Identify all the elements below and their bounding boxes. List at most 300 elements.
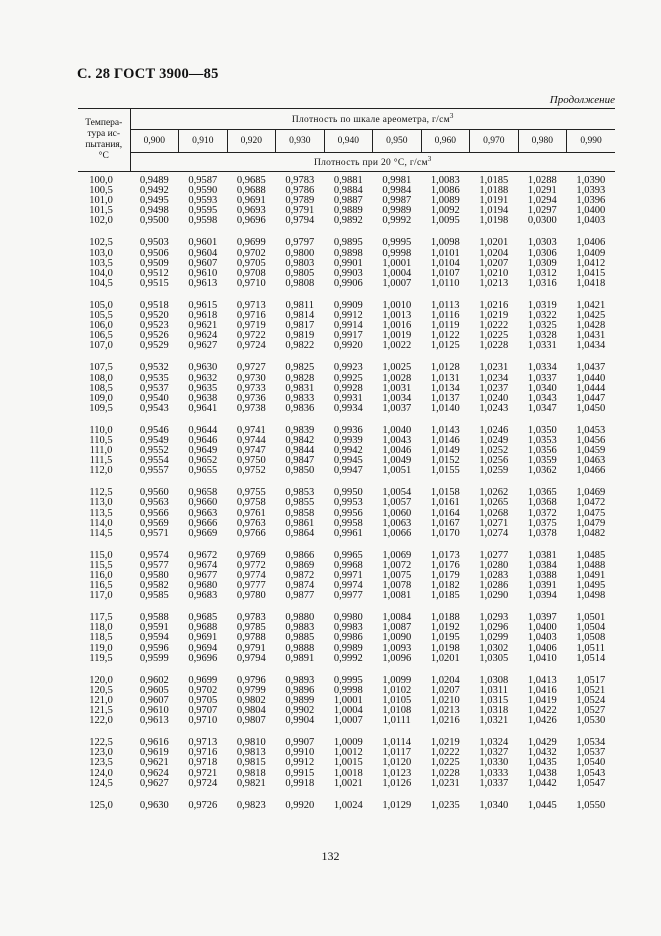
density-cell: 0,9971 [333, 570, 363, 581]
density-cell: 0,9939 [333, 434, 363, 446]
density-cell: 1,0120 [382, 757, 412, 769]
density-cell: 1,0491 [576, 570, 606, 581]
temperature-cell: 108,5 [89, 382, 113, 394]
density-cell: 0,9569 [139, 517, 169, 529]
density-cell: 1,0303 [527, 237, 557, 249]
density-cell: 0,9907 [285, 737, 315, 749]
density-cell: 1,0262 [479, 487, 509, 499]
density-column-header: 0,930 [276, 130, 325, 153]
density-cell: 1,0280 [479, 559, 509, 571]
density-cell: 1,0456 [576, 434, 606, 446]
density-cell: 1,0134 [430, 382, 460, 394]
density-cell: 0,9931 [333, 392, 363, 404]
density-cell: 1,0403 [576, 215, 606, 227]
temperature-cell: 112,5 [89, 487, 113, 499]
density-cell: 0,9915 [285, 767, 315, 779]
density-cell: 0,9893 [285, 674, 315, 686]
density-cell: 0,9718 [188, 757, 218, 769]
density-cell: 1,0024 [333, 799, 363, 811]
density-cell: 0,9713 [236, 299, 266, 311]
density-cell: 1,0155 [430, 465, 460, 477]
density-cell: 1,0101 [430, 247, 460, 259]
density-cell: 1,0207 [430, 684, 460, 696]
density-cell: 1,0122 [430, 330, 460, 342]
density-cell: 1,0086 [430, 185, 460, 197]
density-cell: 0,9582 [139, 580, 169, 592]
density-cell: 0,9813 [236, 747, 266, 759]
temperature-cell: 123,0 [89, 747, 113, 759]
density-cell: 0,9543 [139, 402, 169, 414]
density-cell: 1,0316 [527, 277, 557, 289]
table-row [78, 716, 615, 726]
density-cell: 1,0192 [430, 622, 460, 634]
density-cell: 1,0075 [382, 570, 412, 581]
density-cell: 0,9788 [236, 632, 266, 644]
density-cell: 1,0078 [382, 580, 412, 592]
density-cell: 0,9815 [236, 757, 266, 769]
density-cell: 1,0450 [576, 402, 606, 414]
density-cell: 1,0322 [527, 310, 557, 322]
temperature-cell: 115,5 [89, 559, 113, 571]
density-cell: 1,0388 [527, 570, 557, 581]
density-cell: 0,9928 [333, 382, 363, 394]
density-cell: 0,9621 [139, 757, 169, 769]
density-cell: 0,9772 [236, 559, 266, 571]
density-cell: 1,0265 [479, 497, 509, 509]
density-cell: 1,0225 [479, 330, 509, 342]
density-cell: 0,9719 [236, 320, 266, 332]
density-cell: 0,9705 [236, 257, 266, 269]
density-cell: 1,0107 [430, 267, 460, 279]
group-spacer [78, 789, 615, 801]
density-cell: 0,9986 [333, 632, 363, 644]
spacer-cell [78, 789, 615, 801]
density-cell: 1,0488 [576, 559, 606, 571]
density-cell: 0,9796 [236, 674, 266, 686]
density-cell: 0,9920 [285, 799, 315, 811]
table-row [78, 341, 615, 351]
density-cell: 1,0413 [527, 674, 557, 686]
density-cell: 0,9691 [236, 195, 266, 207]
density-cell: 0,9721 [188, 767, 218, 779]
temperature-cell: 104,0 [89, 267, 113, 279]
density-cell: 1,0365 [527, 487, 557, 499]
density-cell: 1,0021 [333, 777, 363, 789]
density-cell: 1,0201 [479, 237, 509, 249]
density-cell: 1,0434 [576, 340, 606, 352]
density-cell: 1,0013 [382, 310, 412, 322]
temperature-cell: 120,5 [89, 684, 113, 696]
table-row [78, 172, 615, 187]
density-cell: 1,0231 [479, 362, 509, 374]
density-cell: 1,0063 [382, 517, 412, 529]
density-cell: 1,0400 [527, 622, 557, 634]
density-cell: 0,9624 [139, 767, 169, 779]
density-cell: 1,0009 [333, 737, 363, 749]
density-cell: 1,0268 [479, 507, 509, 519]
density-cell: 1,0391 [527, 580, 557, 592]
density-cell: 1,0384 [527, 559, 557, 571]
density-cell: 0,9766 [236, 527, 266, 539]
density-column-header: 0,920 [227, 130, 276, 153]
density-cell: 1,0213 [479, 277, 509, 289]
density-cell: 0,9895 [333, 237, 363, 249]
density-cell: 0,9842 [285, 434, 315, 446]
density-cell: 0,9945 [333, 455, 363, 467]
density-cell: 1,0057 [382, 497, 412, 509]
density-cell: 0,9998 [382, 247, 412, 259]
temperature-cell: 110,5 [89, 434, 113, 446]
density-cell: 0,9699 [188, 674, 218, 686]
density-cell: 0,9817 [285, 320, 315, 332]
density-cell: 1,0095 [430, 215, 460, 227]
density-cell: 1,0438 [527, 767, 557, 779]
density-cell: 0,9660 [188, 497, 218, 509]
density-cell: 1,0123 [382, 767, 412, 779]
density-cell: 0,9702 [188, 684, 218, 696]
density-cell: 1,0328 [527, 330, 557, 342]
density-column-header: 0,900 [130, 130, 179, 153]
density-cell: 1,0415 [576, 267, 606, 279]
density-cell: 0,9783 [285, 175, 315, 186]
density-cell: 0,9512 [139, 267, 169, 279]
density-cell: 1,0001 [382, 257, 412, 269]
density-cell: 0,9607 [188, 257, 218, 269]
density-cell: 1,0305 [479, 652, 509, 664]
continued-label: Продолжение [549, 94, 615, 106]
density-cell: 1,0412 [576, 257, 606, 269]
density-cell: 1,0146 [430, 434, 460, 446]
spacer-cell [78, 539, 615, 551]
density-cell: 1,0149 [430, 445, 460, 457]
density-cell: 0,9821 [236, 777, 266, 789]
density-cell: 0,9903 [333, 267, 363, 279]
density-cell: 0,9585 [139, 590, 169, 602]
temperature-cell: 113,5 [89, 507, 113, 519]
density-cell: 1,0333 [479, 767, 509, 779]
density-cell: 1,0397 [527, 612, 557, 624]
temperature-cell: 103,0 [89, 247, 113, 259]
density-cell: 1,0018 [333, 767, 363, 779]
density-cell: 0,9699 [236, 237, 266, 249]
density-cell: 0,9610 [188, 267, 218, 279]
density-cell: 0,9920 [333, 340, 363, 352]
temperature-cell: 110,0 [89, 424, 113, 436]
density-cell: 0,9596 [139, 642, 169, 654]
density-cell: 0,9601 [188, 237, 218, 249]
density-cell: 1,0521 [576, 684, 606, 696]
density-cell: 0,9736 [236, 392, 266, 404]
density-cell: 0,9580 [139, 570, 169, 581]
table-row [78, 779, 615, 789]
density-cell: 0,9909 [333, 299, 363, 311]
density-cell: 0,9807 [236, 715, 266, 727]
density-cell: 0,9810 [236, 737, 266, 749]
temperature-cell: 118,5 [89, 632, 113, 644]
density-cell: 0,9814 [285, 310, 315, 322]
density-cell: 0,9850 [285, 465, 315, 477]
density-cell: 1,0299 [479, 632, 509, 644]
density-cell: 1,0362 [527, 465, 557, 477]
density-column-header: 0,980 [518, 130, 567, 153]
density-cell: 0,9989 [382, 205, 412, 217]
density-cell: 1,0428 [576, 320, 606, 332]
density-cell: 0,9917 [333, 330, 363, 342]
density-cell: 1,0210 [479, 267, 509, 279]
table-row [78, 279, 615, 289]
density-cell: 0,9901 [333, 257, 363, 269]
density-cell: 0,9644 [188, 424, 218, 436]
density-cell: 1,0125 [430, 340, 460, 352]
density-cell: 1,0343 [527, 392, 557, 404]
density-cell: 0,9649 [188, 445, 218, 457]
density-cell: 1,0469 [576, 487, 606, 499]
density-cell: 0,9590 [188, 185, 218, 197]
density-cell: 0,9805 [285, 267, 315, 279]
density-cell: 1,0201 [430, 652, 460, 664]
density-cell: 1,0119 [431, 320, 460, 332]
density-cell: 0,9984 [382, 185, 412, 197]
density-cell: 0,9613 [139, 715, 169, 727]
temperature-cell: 102,0 [89, 215, 113, 227]
density-column-header: 0,970 [470, 130, 519, 153]
density-cell: 0,9785 [236, 622, 266, 634]
density-cell: 1,0372 [527, 507, 557, 519]
density-cell: 1,0475 [576, 507, 606, 519]
density-cell: 1,0419 [527, 694, 557, 706]
density-cell: 1,0283 [479, 570, 509, 581]
density-cell: 1,0007 [333, 715, 363, 727]
density-cell: 0,9847 [285, 455, 315, 467]
density-cell: 0,9532 [139, 362, 169, 374]
density-cell: 1,0185 [430, 590, 460, 602]
density-cell: 0,9605 [139, 684, 169, 696]
density-cell: 0,9874 [285, 580, 315, 592]
density-cell: 0,9950 [333, 487, 363, 499]
density-cell: 0,9808 [285, 277, 315, 289]
density-cell: 1,0432 [527, 747, 557, 759]
density-cell: 0,9680 [188, 580, 218, 592]
density-cell: 0,9563 [139, 497, 169, 509]
density-cell: 0,9658 [188, 487, 218, 499]
density-cell: 1,0143 [430, 424, 460, 436]
density-cell: 1,0479 [576, 517, 606, 529]
density-cell: 1,0249 [479, 434, 509, 446]
density-cell: 0,9992 [382, 215, 412, 227]
density-cell: 1,0396 [576, 195, 606, 207]
density-cell: 1,0308 [479, 674, 509, 686]
density-cell: 0,9518 [139, 299, 169, 311]
density-cell: 0,9710 [188, 715, 218, 727]
density-cell: 0,9566 [139, 507, 169, 519]
density-cell: 0,9800 [285, 247, 315, 259]
density-column-header: 0,960 [421, 130, 470, 153]
density-cell: 0,9887 [333, 195, 363, 207]
density-cell: 1,0128 [430, 362, 460, 374]
density-cell: 0,9632 [188, 372, 218, 384]
density-cell: 0,9825 [285, 362, 315, 374]
density-cell: 1,0105 [382, 694, 412, 706]
density-cell: 0,9923 [333, 362, 363, 374]
density-cell: 1,0179 [430, 570, 460, 581]
density-cell: 1,0182 [430, 580, 460, 592]
density-cell: 0,9956 [333, 507, 363, 519]
density-cell: 1,0028 [382, 372, 412, 384]
density-cell: 0,9495 [139, 195, 169, 207]
density-cell: 1,0225 [430, 757, 460, 769]
temperature-cell: 113,0 [89, 497, 113, 509]
density-cell: 0,9904 [285, 715, 315, 727]
density-cell: 0,9899 [285, 694, 315, 706]
density-cell: 0,9621 [188, 320, 218, 332]
density-cell: 0,9791 [285, 205, 315, 217]
density-cell: 0,9804 [236, 705, 266, 717]
temperature-cell: 107,5 [89, 362, 113, 374]
density-cell: 0,9641 [188, 402, 218, 414]
density-cell: 0,9710 [236, 277, 266, 289]
density-cell: 0,9828 [285, 372, 315, 384]
density-cell: 1,0442 [527, 777, 557, 789]
density-cell: 0,9627 [188, 340, 218, 352]
density-cell: 0,9995 [382, 237, 412, 249]
density-cell: 0,9992 [333, 652, 363, 664]
density-cell: 1,0274 [479, 527, 509, 539]
density-cell: 1,0511 [576, 642, 606, 654]
density-cell: 0,9616 [139, 737, 169, 749]
temperature-cell: 101,0 [89, 195, 113, 207]
density-cell: 1,0453 [576, 424, 606, 436]
density-cell: 0,9791 [236, 642, 266, 654]
density-cell: 0,9833 [285, 392, 315, 404]
density-cell: 0,0300 [527, 215, 557, 227]
density-cell: 1,0022 [382, 340, 412, 352]
density-cell: 0,9987 [382, 195, 412, 207]
density-cell: 1,0444 [576, 382, 606, 394]
density-cell: 1,0410 [527, 652, 557, 664]
density-cell: 0,9694 [188, 642, 218, 654]
density-cell: 1,0110 [431, 277, 460, 289]
density-cell: 0,9914 [333, 320, 363, 332]
density-cell: 0,9989 [333, 642, 363, 654]
temperature-cell: 107,0 [89, 340, 113, 352]
temperature-cell: 104,5 [89, 277, 113, 289]
density-cell: 1,0421 [576, 299, 606, 311]
density-cell: 1,0010 [382, 299, 412, 311]
temperature-cell: 117,0 [89, 590, 113, 602]
density-cell: 1,0495 [576, 580, 606, 592]
density-cell: 1,0277 [479, 549, 509, 561]
density-cell: 1,0176 [430, 559, 460, 571]
density-cell: 1,0019 [382, 330, 412, 342]
temperature-cell: 109,0 [89, 392, 113, 404]
density-cell: 0,9537 [139, 382, 169, 394]
density-cell: 1,0290 [479, 590, 509, 602]
density-cell: 0,9557 [139, 465, 169, 477]
density-cell: 0,9891 [285, 652, 315, 664]
density-cell: 1,0072 [382, 559, 412, 571]
density-cell: 1,0508 [576, 632, 606, 644]
density-cell: 0,9741 [236, 424, 266, 436]
density-cell: 0,9958 [333, 517, 363, 529]
density-cell: 1,0337 [479, 777, 509, 789]
density-cell: 1,0054 [382, 487, 412, 499]
temperature-header: Темпера-тура ис-пытания, °С [78, 109, 130, 172]
density-cell: 1,0540 [576, 757, 606, 769]
density-cell: 1,0173 [430, 549, 460, 561]
density-cell: 0,9888 [285, 642, 315, 654]
density-cell: 1,0359 [527, 455, 557, 467]
density-cell: 0,9624 [188, 330, 218, 342]
density-cell: 0,9822 [285, 340, 315, 352]
density-cell: 1,0429 [527, 737, 557, 749]
density-cell: 1,0188 [479, 185, 509, 197]
density-cell: 0,9520 [139, 310, 169, 322]
density-cell: 0,9961 [333, 527, 363, 539]
density-column-header: 0,950 [373, 130, 422, 153]
density-cell: 1,0104 [430, 257, 460, 269]
density-cell: 0,9691 [188, 632, 218, 644]
table-row [78, 758, 615, 768]
density-cell: 0,9802 [236, 694, 266, 706]
density-cell: 0,9884 [333, 185, 363, 197]
density-cell: 1,0537 [576, 747, 606, 759]
density-cell: 0,9747 [236, 445, 266, 457]
table-row [78, 529, 615, 539]
density-cell: 1,0004 [333, 705, 363, 717]
density-cell: 0,9646 [188, 434, 218, 446]
density-cell: 1,0216 [479, 299, 509, 311]
density-cell: 0,9744 [236, 434, 266, 446]
density-cell: 0,9902 [285, 705, 315, 717]
temperature-cell: 119,5 [89, 652, 113, 664]
page-header: С. 28 ГОСТ 3900—85 [77, 66, 219, 82]
density-cell: 1,0319 [527, 299, 557, 311]
density-table-body [78, 172, 615, 811]
density-cell: 0,9797 [285, 237, 315, 249]
density-cell: 0,9774 [236, 570, 266, 581]
density-scale-sup: 3 [449, 112, 454, 121]
density-cell: 0,9998 [333, 684, 363, 696]
density-cell: 0,9750 [236, 455, 266, 467]
density-cell: 1,0034 [382, 392, 412, 404]
density-cell: 1,0099 [382, 674, 412, 686]
density-cell: 0,9554 [139, 455, 169, 467]
density-cell: 0,9942 [333, 445, 363, 457]
temperature-cell: 100,0 [89, 175, 113, 186]
density-cell: 1,0256 [479, 455, 509, 467]
density-cell: 0,9912 [333, 310, 363, 322]
density-cell: 1,0406 [527, 642, 557, 654]
density-cell: 0,9794 [236, 652, 266, 664]
density-cell: 0,9722 [236, 330, 266, 342]
density-cell: 0,9716 [236, 310, 266, 322]
density-cell: 1,0309 [527, 257, 557, 269]
density-cell: 0,9783 [236, 612, 266, 624]
density-cell: 0,9696 [188, 652, 218, 664]
density-cell: 0,9995 [333, 674, 363, 686]
density-cell: 1,0210 [430, 694, 460, 706]
density-cell: 1,0001 [333, 694, 363, 706]
density-cell: 1,0459 [576, 445, 606, 457]
temperature-cell: 118,0 [89, 622, 113, 634]
density-cell: 0,9839 [285, 424, 315, 436]
density-cell: 0,9515 [139, 277, 169, 289]
density-cell: 1,0259 [479, 465, 509, 477]
density-cell: 1,0131 [430, 372, 460, 384]
density-cell: 1,0327 [479, 747, 509, 759]
density-cell: 0,9780 [236, 590, 266, 602]
density-cell: 0,9683 [188, 590, 218, 602]
